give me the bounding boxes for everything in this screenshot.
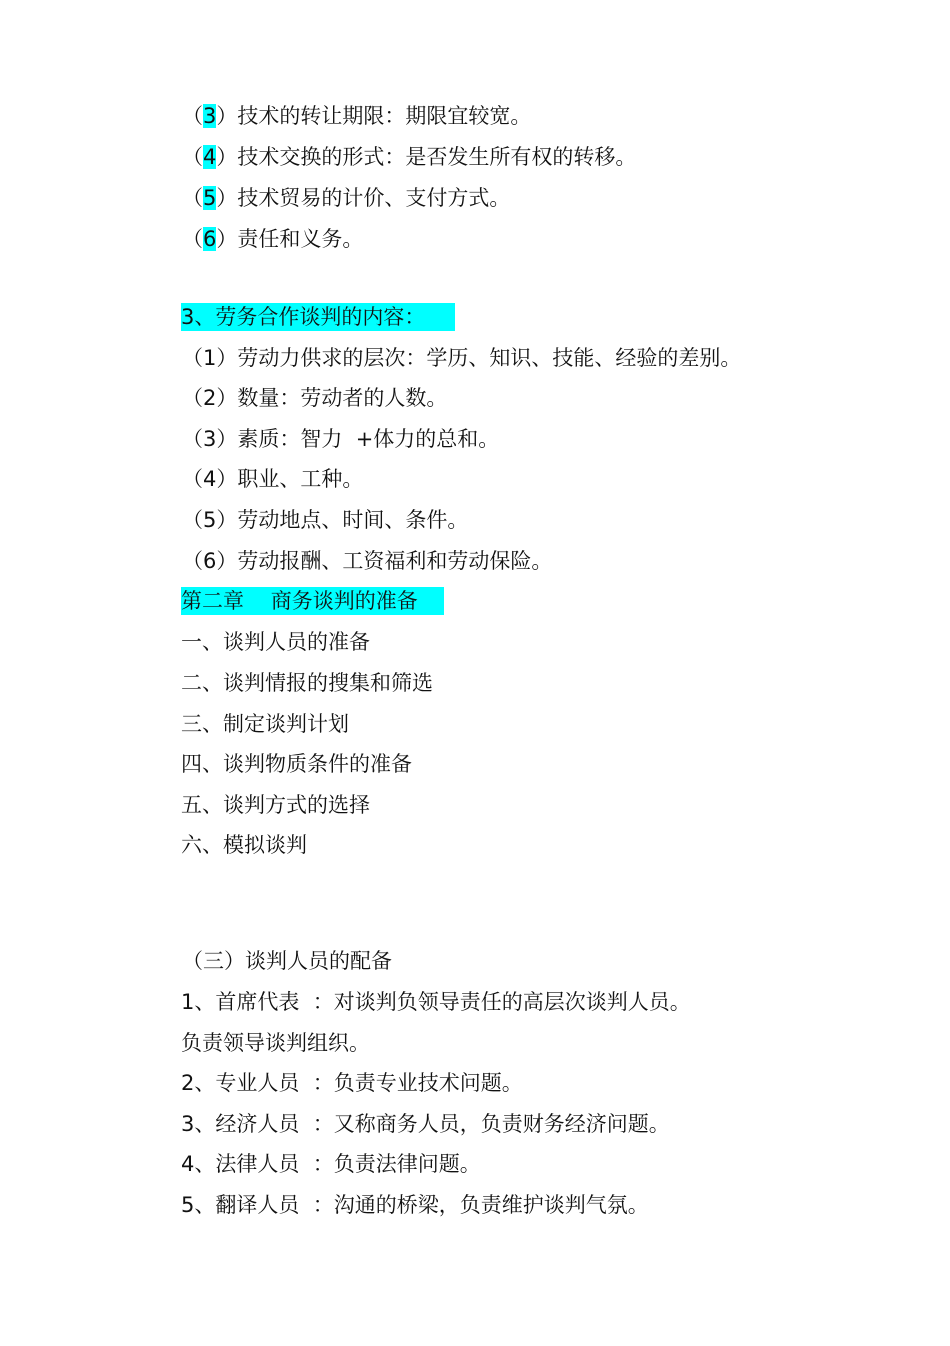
tech-item-open: （ [182,186,203,210]
chapter-item: 五、谈判方式的选择 [181,793,370,817]
staffing-item: 4、法律人员 ：负责法律问题。 [181,1152,481,1176]
tech-item-text: ）责任和义务。 [216,227,364,251]
tech-item-open: （ [182,227,203,251]
labor-item: （4）职业、工种。 [182,467,364,491]
chapter-heading-text: 第二章 商务谈判的准备 [181,587,444,615]
tech-item-open: （ [182,145,203,169]
tech-item-text: ）技术交换的形式：是否发生所有权的转移。 [216,145,637,169]
chapter-item: 一、谈判人员的准备 [181,630,370,654]
chapter-item: 六、模拟谈判 [181,833,307,857]
tech-item [182,143,636,171]
labor-item: （2）数量：劳动者的人数。 [182,386,448,410]
chapter-item: 四、谈判物质条件的准备 [181,752,412,776]
tech-item [182,184,510,212]
labor-item: （5）劳动地点、时间、条件。 [182,508,469,532]
staffing-item: 5、翻译人员 ：沟通的桥梁，负责维护谈判气氛。 [181,1193,649,1217]
labor-item: （1）劳动力供求的层次：学历、知识、技能、经验的差别。 [182,346,742,370]
labor-item: （6）劳动报酬、工资福利和劳动保险。 [182,549,553,573]
chapter-item: 三、制定谈判计划 [181,712,349,736]
chapter-item: 二、谈判情报的搜集和筛选 [181,671,433,695]
tech-item-open: （ [182,104,203,128]
chapter-heading [181,587,444,615]
tech-item-text: ）技术贸易的计价、支付方式。 [216,186,511,210]
section-heading-labor-text: 3、劳务合作谈判的内容： [181,303,455,331]
staffing-item: 3、经济人员 ：又称商务人员，负责财务经济问题。 [181,1112,670,1136]
tech-item-text: ）技术的转让期限：期限宜较宽。 [216,104,532,128]
staffing-item: 负责领导谈判组织。 [181,1031,370,1055]
staffing-heading: （三）谈判人员的配备 [182,949,392,973]
tech-item-number: 3 [203,104,217,128]
tech-item [182,102,531,130]
tech-item-number: 4 [203,145,217,169]
section-heading-labor [181,303,455,331]
staffing-item: 1、首席代表 ：对谈判负领导责任的高层次谈判人员。 [181,990,691,1014]
tech-item-number: 5 [203,186,217,210]
tech-item-number: 6 [203,227,217,251]
tech-item [182,225,363,253]
labor-item: （3）素质：智力 +体力的总和。 [182,427,500,451]
staffing-item: 2、专业人员 ：负责专业技术问题。 [181,1071,523,1095]
